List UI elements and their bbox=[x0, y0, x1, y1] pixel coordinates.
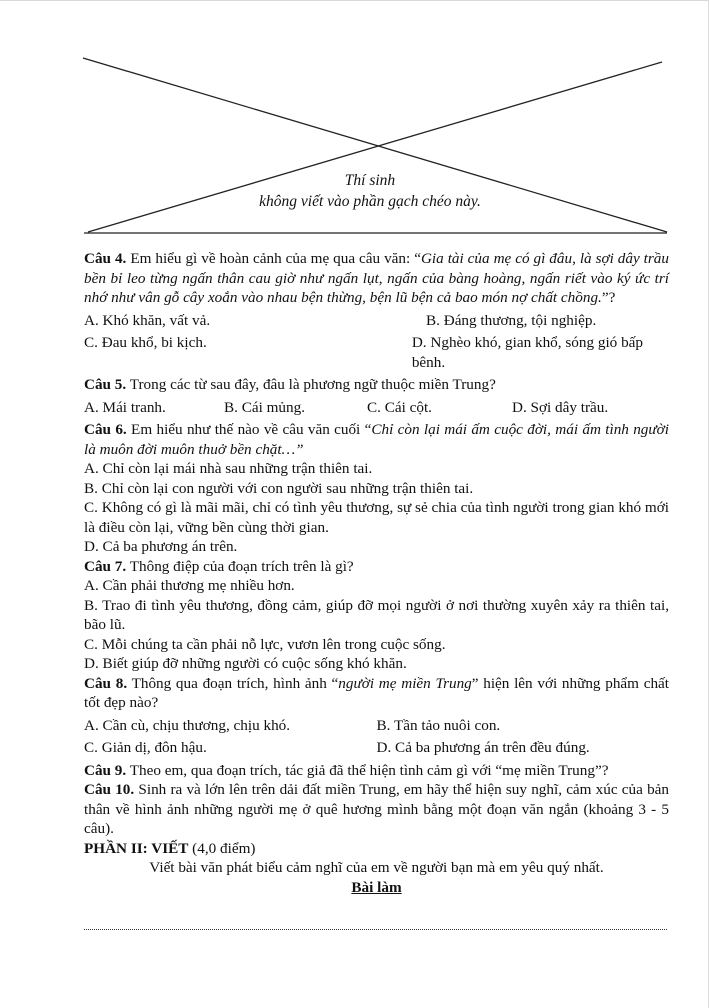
question-8-quote: người mẹ miền Trung bbox=[338, 674, 472, 692]
part-2-heading bbox=[84, 839, 669, 859]
question-4-intro: Em hiểu gì về hoàn cảnh của mẹ qua câu văn: “ bbox=[126, 250, 421, 267]
q5-option-c: C. Cái cột. bbox=[367, 398, 432, 416]
q4-option-c: C. Đau khổ, bi kịch. bbox=[84, 334, 207, 351]
question-4-label: Câu 4. bbox=[84, 250, 127, 267]
part-2-prompt: Viết bài văn phát biểu cảm nghĩ của em về người bạn mà em yêu quý nhất. bbox=[149, 859, 604, 876]
question-9-label: Câu 9. bbox=[84, 761, 127, 779]
q4-option-b: B. Đáng thương, tội nghiệp. bbox=[426, 311, 597, 329]
notice-line-1: Thí sinh bbox=[344, 172, 396, 189]
question-9 bbox=[84, 761, 669, 781]
question-10 bbox=[84, 780, 669, 839]
question-4-outro: ”? bbox=[601, 289, 616, 306]
question-6-intro: Em hiểu như thế nào về câu văn cuối “ bbox=[126, 421, 372, 438]
q5-option-b: B. Cái mủng. bbox=[224, 398, 306, 416]
notice-line-2: không viết vào phần gạch chéo này. bbox=[259, 193, 481, 210]
q6-option-c: C. Không có gì là mãi mãi, chỉ có tình yêu thương, sự sẻ chia của tình người trong gian khó mới là điều còn lại, vững bền cùng thời gian. bbox=[84, 499, 669, 536]
part-2-points: (4,0 điểm) bbox=[188, 839, 256, 857]
exam-content bbox=[84, 249, 669, 897]
q8-option-c: C. Giản dị, đôn hậu. bbox=[84, 739, 207, 756]
q7-option-b: B. Trao đi tình yêu thương, đồng cảm, giúp đỡ mọi người ở nơi thường xuyên xảy ra thiên tai, bão lũ. bbox=[84, 596, 669, 633]
question-6 bbox=[84, 420, 669, 459]
q5-option-d: D. Sợi dây trầu. bbox=[512, 398, 609, 416]
q6-option-d: D. Cả ba phương án trên. bbox=[84, 538, 238, 555]
answer-heading: Bài làm bbox=[351, 878, 402, 896]
question-5-label: Câu 5. bbox=[84, 376, 127, 393]
question-9-text: Theo em, qua đoạn trích, tác giả đã thể hiện tình cảm gì với “mẹ miền Trung”? bbox=[126, 761, 609, 779]
question-10-text: Sinh ra và lớn lên trên dải đất miền Trung, em hãy thể hiện suy nghĩ, cảm xúc của bản thân về hình ảnh những người mẹ ở quê hương mình bằng một đoạn văn ngắn (khoảng 3 - 5 câu). bbox=[84, 781, 670, 837]
question-10-label: Câu 10. bbox=[84, 781, 135, 798]
q6-option-a: A. Chỉ còn lại mái nhà sau những trận thiên tai. bbox=[84, 460, 373, 477]
no-write-notice bbox=[200, 170, 540, 212]
q4-option-a: A. Khó khăn, vất vả. bbox=[84, 311, 211, 329]
question-6-quote: Chỉ còn lại mái ấm cuộc đời, mái ấm tình người là muôn đời muôn thuở bền chặt…” bbox=[84, 421, 670, 458]
question-4-options-row-1 bbox=[84, 311, 669, 331]
question-4 bbox=[84, 249, 669, 308]
question-7 bbox=[84, 557, 669, 577]
q6-option-b: B. Chỉ còn lại con người với con người sau những trận thiên tai. bbox=[84, 479, 474, 497]
part-2-title: PHẦN II: VIẾT bbox=[84, 839, 189, 857]
question-8-intro: Thông qua đoạn trích, hình ảnh “ bbox=[127, 674, 339, 692]
question-8-outro: ” hiện lên với những phẩm chất tốt đẹp nào? bbox=[84, 674, 669, 711]
q7-option-a: A. Cần phải thương mẹ nhiều hơn. bbox=[84, 577, 295, 594]
question-8 bbox=[84, 674, 669, 713]
question-7-label: Câu 7. bbox=[84, 557, 127, 575]
answer-dotted-line bbox=[84, 929, 667, 930]
question-8-options-row-1 bbox=[84, 716, 669, 736]
q8-option-d: D. Cả ba phương án trên đều đúng. bbox=[376, 739, 590, 756]
q8-option-b: B. Tần tảo nuôi con. bbox=[376, 716, 501, 734]
question-6-label: Câu 6. bbox=[84, 421, 127, 438]
question-7-text: Thông điệp của đoạn trích trên là gì? bbox=[126, 557, 354, 575]
question-8-label: Câu 8. bbox=[84, 674, 128, 692]
q5-option-a: A. Mái tranh. bbox=[84, 398, 166, 416]
q7-option-c: C. Mỗi chúng ta cần phải nỗ lực, vươn lên trong cuộc sống. bbox=[84, 635, 446, 653]
q7-option-d: D. Biết giúp đỡ những người có cuộc sống khó khăn. bbox=[84, 655, 407, 672]
question-8-options-row-2 bbox=[84, 738, 669, 758]
question-4-quote: Gia tài của mẹ có gì đâu, là sợi dây trầu bền bỉ leo từng ngấn thân cau giờ như ngấn lụt, ngấn của bàng hoàng, ngấn riết vào ký ức trí nhớ như vân gỗ cây xoắn vào nhau bện thừng, bện lũ bện cả bao món nợ chất chồng. bbox=[84, 250, 669, 306]
q4-option-d: D. Nghèo khó, gian khổ, sóng gió bấp bênh. bbox=[411, 334, 643, 371]
question-5-text: Trong các từ sau đây, đâu là phương ngữ thuộc miền Trung? bbox=[126, 376, 496, 393]
question-5-options bbox=[84, 398, 669, 418]
question-5 bbox=[84, 375, 669, 395]
question-4-options-row-2 bbox=[84, 333, 669, 372]
q8-option-a: A. Cần cù, chịu thương, chịu khó. bbox=[84, 716, 291, 734]
